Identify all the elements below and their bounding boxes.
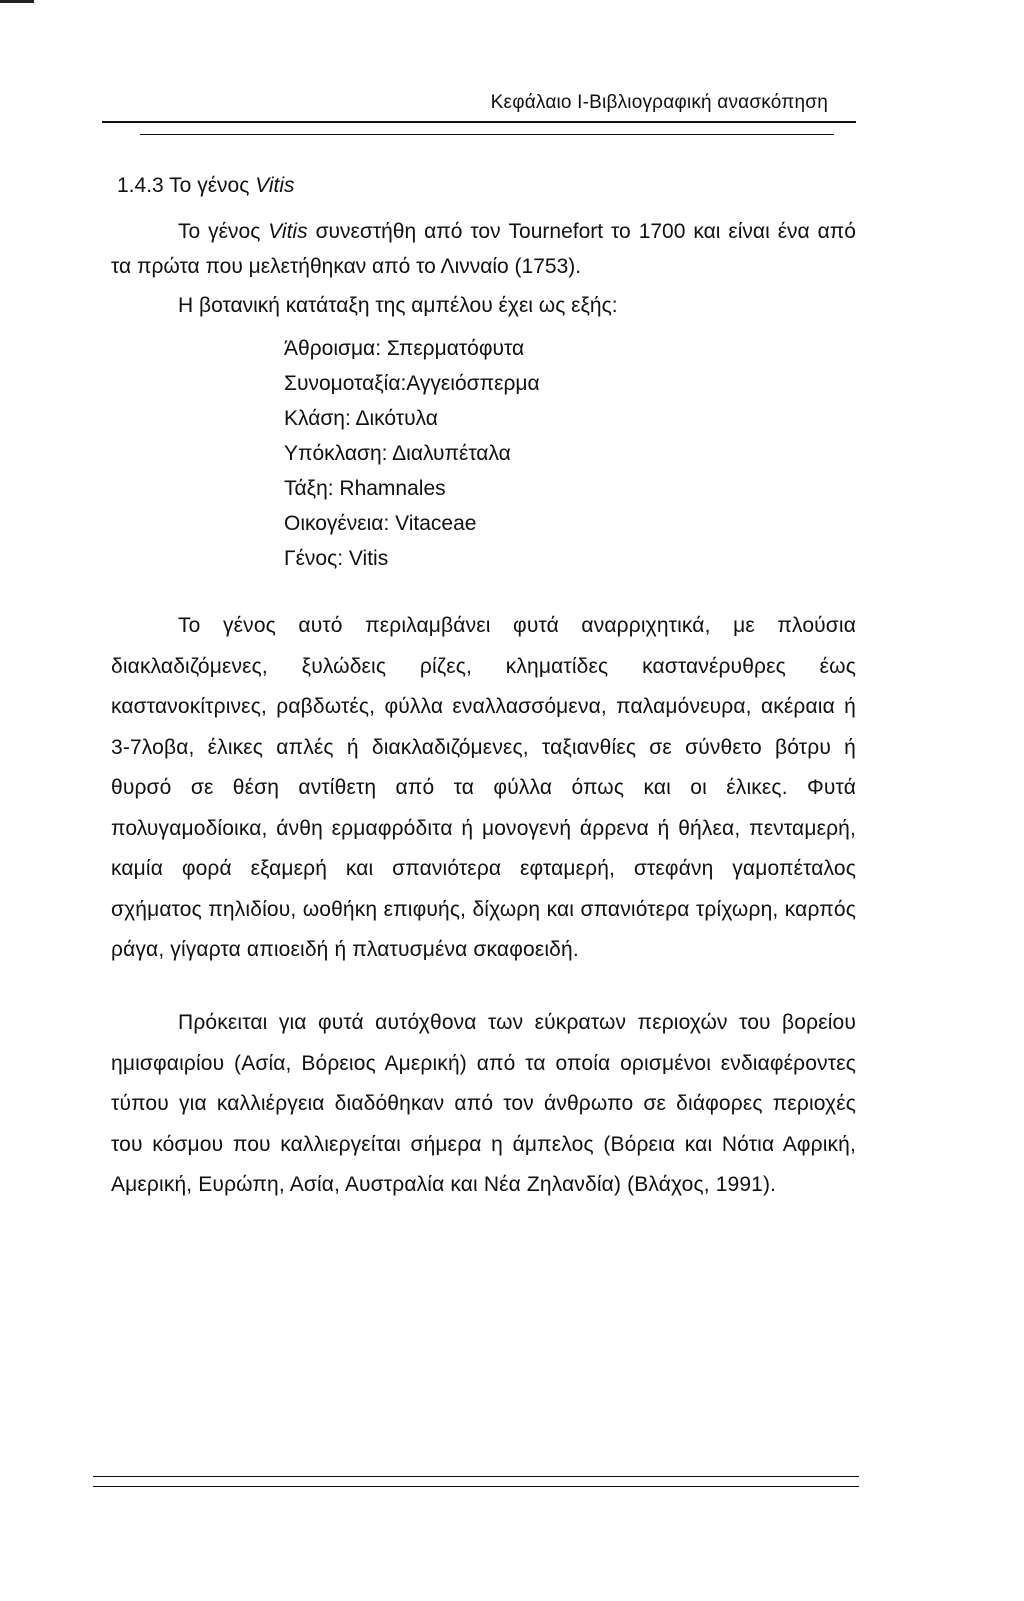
scan-edge-mark xyxy=(0,0,34,3)
distribution-paragraph: Πρόκειται για φυτά αυτόχθονα των εύκρατων περιοχών του βορείου ημισφαιρίου (Ασία, Βόρειος Αμερική) από τα οποία ορισμένοι ενδιαφέροντες τύπου για καλλιέργεια διαδόθηκαν από τον άνθρωπο σε διάφορες περιοχές του κόσμου που καλλιεργείται σήμερα η άμπελος (Βόρεια και Νότια Αφρική, Αμερική, Ευρώπη, Ασία, Αυστραλία και Νέα Ζηλανδία) (Βλάχος, 1991). xyxy=(111,1011,856,1196)
intro-paragraph xyxy=(111,214,856,284)
taxonomy-title: Η βοτανική κατάταξη της αμπέλου έχει ως εξής: xyxy=(178,294,618,317)
header-rule-secondary xyxy=(140,134,834,135)
intro-genus: Vitis xyxy=(268,220,308,243)
section-heading-text: 1.4.3 Το γένος xyxy=(117,174,250,197)
taxonomy-rank-division: Άθροισμα: Σπερματόφυτα xyxy=(284,337,525,360)
taxonomy-rank-order: Τάξη: Rhamnales xyxy=(284,477,446,500)
taxonomy-rank-genus: Γένος: Vitis xyxy=(284,547,389,570)
description-paragraph: Το γένος αυτό περιλαμβάνει φυτά αναρριχητικά, με πλούσια διακλαδιζόμενες, ξυλώδεις ρίζες, κληματίδες καστανέρυθρες έως καστανοκίτρινες, ραβδωτές, φύλλα εναλλασσόμενα, παλαμόνευρα, ακέραια ή 3-7λοβα, έλικες απλές ή διακλαδιζόμενες, ταξιανθίες σε σύνθετο βότρυ ή θυρσό σε θέση αντίθετη από τα φύλλα όπως και οι έλικες. Φυτά πολυγαμοδίοικα, άνθη ερμαφρόδιτα ή μονογενή άρρενα ή θήλεα, πενταμερή, καμία φορά εξαμερή και σπανιότερα εφταμερή, στεφάνη γαμοπέταλος σχήματος πηλιδίου, ωοθήκη επιφυής, δίχωρη και σπανιότερα τρίχωρη, καρπός ράγα, γίγαρτα απιοειδή ή πλατυσμένα σκαφοειδή. xyxy=(111,614,856,961)
intro-lead: Το γένος xyxy=(178,220,261,243)
intro-rest: συνεστήθη από τον Tournefort το 1700 και είναι ένα από τα πρώτα που μελετήθηκαν από το Λινναίο (1753). xyxy=(111,220,856,278)
taxonomy-rank-family: Οικογένεια: Vitaceae xyxy=(284,512,477,535)
taxonomy-rank-phylum: Συνομοταξία:Αγγειόσπερμα xyxy=(284,372,540,395)
taxonomy-rank-subclass: Υπόκλαση: Διαλυπέταλα xyxy=(284,442,511,465)
running-header: Κεφάλαιο Ι-Βιβλιογραφική ανασκόπηση xyxy=(490,92,828,113)
taxonomy-list xyxy=(284,331,540,576)
taxonomy-rank-class: Κλάση: Δικότυλα xyxy=(284,407,438,430)
header-rule xyxy=(102,121,856,123)
footer-rule xyxy=(93,1476,859,1477)
section-heading-genus: Vitis xyxy=(255,174,295,197)
section-heading xyxy=(117,174,295,198)
footer-rule-secondary xyxy=(93,1486,859,1487)
